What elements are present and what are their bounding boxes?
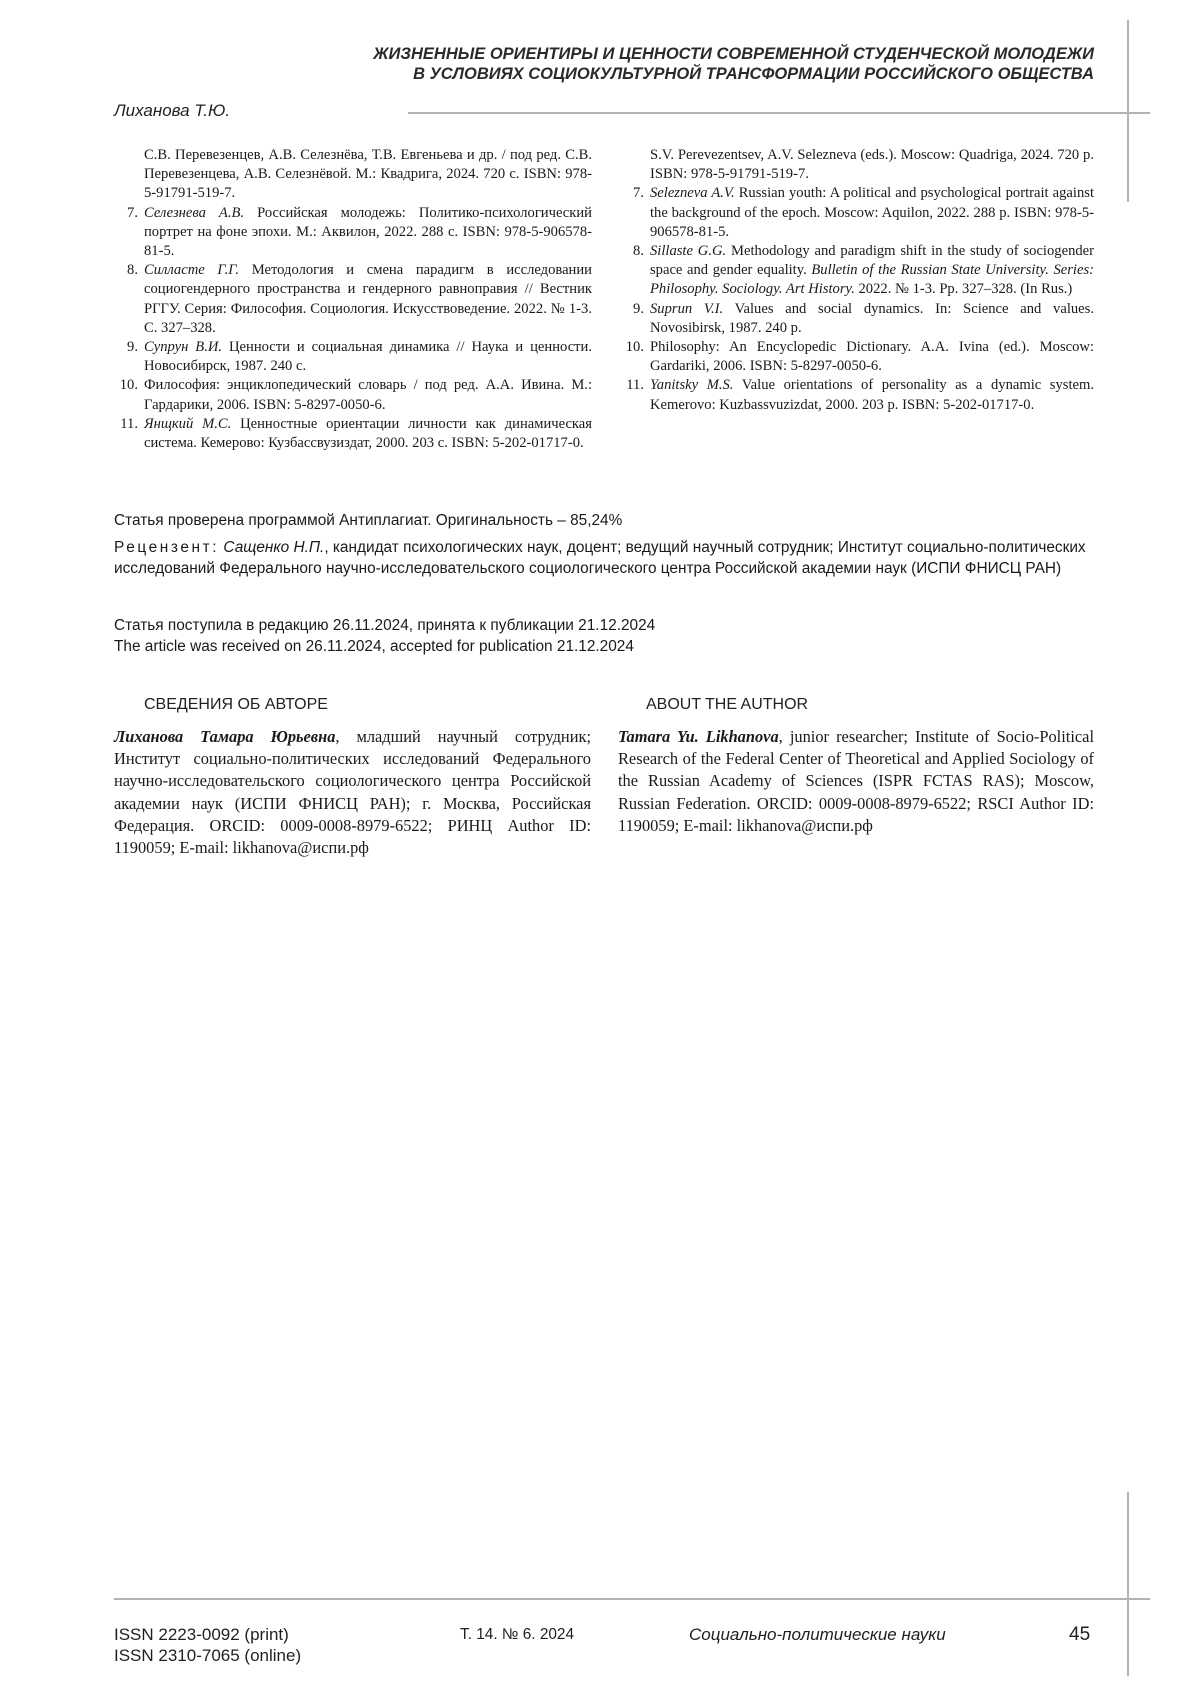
running-title-line-1: ЖИЗНЕННЫЕ ОРИЕНТИРЫ И ЦЕННОСТИ СОВРЕМЕННОЙ СТУДЕНЧЕСКОЙ МОЛОДЕЖИ [214, 44, 1094, 64]
volume-issue: Т. 14. № 6. 2024 [460, 1626, 574, 1644]
issn-print: ISSN 2223-0092 (print) [114, 1624, 301, 1645]
reference-ru-cont: С.В. Перевезенцев, А.В. Селезнёва, Т.В. Евгеньева и др. / под ред. С.В. Перевезенцева, А.В. Селезнёвой. М.: Квадрига, 2024. 720 с. ISBN: 978-5-91791-519-7. [112, 146, 592, 204]
reference-ru-10: 10. Философия: энциклопедический словарь / под ред. А.А. Ивина. М.: Гардарики, 2006. ISBN: 5-8297-0050-6. [112, 376, 592, 414]
plagiarism-note: Статья проверена программой Антиплагиат. Оригинальность – 85,24% [114, 510, 1089, 531]
reference-en-10: 10. Philosophy: An Encyclopedic Dictionary. A.A. Ivina (ed.). Moscow: Gardariki, 2006. ISBN: 5-8297-0050-6. [618, 338, 1094, 376]
header-vertical-rule [1127, 20, 1129, 202]
reference-ru-11: 11. Янщкий М.С. Ценностные ориентации личности как динамическая система. Кемерово: Кузбассвузиздат, 2000. 203 с. ISBN: 5-202-01717-0. [112, 415, 592, 453]
received-ru: Статья поступила в редакцию 26.11.2024, принята к публикации 21.12.2024 [114, 615, 1089, 636]
reference-en-9: 9. Suprun V.I. Values and social dynamics. In: Science and values. Novosibirsk, 1987. 240 p. [618, 300, 1094, 338]
reviewer-name: Сащенко Н.П. [223, 539, 324, 556]
running-title-line-2: В УСЛОВИЯХ СОЦИОКУЛЬТУРНОЙ ТРАНСФОРМАЦИИ РОССИЙСКОГО ОБЩЕСТВА [214, 64, 1094, 84]
running-title [214, 44, 1094, 84]
reviewer-text: , кандидат психологических наук, доцент; ведущий научный сотрудник; Институт социально-политических исследований Федерального научно-исследовательского социологического центра Российской академии наук (ИСПИ ФНИСЦ РАН) [114, 539, 1086, 577]
reference-en-11: 11. Yanitsky M.S. Value orientations of personality as a dynamic system. Kemerovo: Kuzbassvuzizdat, 2000. 203 p. ISBN: 5-202-01717-0. [618, 376, 1094, 414]
about-author-heading-ru: СВЕДЕНИЯ ОБ АВТОРЕ [144, 696, 328, 714]
reference-en-8: 8. Sillaste G.G. Methodology and paradigm shift in the study of sociogender space and gender equality. Bulletin of the Russian State University. Series: Philosophy. Sociology. Art History. 2022. № 1-3. Pp. 327–328. (In Rus.) [618, 242, 1094, 300]
issn-block [114, 1624, 301, 1666]
references-en [618, 146, 1094, 415]
reviewer-note [114, 537, 1089, 579]
reviewer-label: Рецензент: [114, 539, 219, 556]
author-header: Лиханова Т.Ю. [114, 101, 230, 121]
author-name-ru: Лиханова Тамара Юрьевна [114, 727, 335, 746]
reference-ru-8: 8. Силласте Г.Г. Методология и смена парадигм в исследовании социогендерного пространства и гендерного равноправия // Вестник РГГУ. Серия: Философия. Социология. Искусствоведение. 2022. № 1-3. С. 327–328. [112, 261, 592, 338]
references-ru [112, 146, 592, 453]
reference-ru-9: 9. Супрун В.И. Ценности и социальная динамика // Наука и ценности. Новосибирск, 1987. 240 с. [112, 338, 592, 376]
footer-vertical-rule [1127, 1492, 1129, 1676]
journal-name: Социально-политические науки [689, 1625, 946, 1645]
received-en: The article was received on 26.11.2024, accepted for publication 21.12.2024 [114, 636, 1089, 657]
author-name-en: Tamara Yu. Likhanova [618, 727, 779, 746]
author-details-ru: , младший научный сотрудник; Институт социально-политических исследований Федерального научно-исследовательского социологического центра Российской академии наук (ИСПИ ФНИСЦ РАН); г. Москва, Российская Федерация. ORCID: 0009-0008-8979-6522; РИНЦ Author ID: 1190059; E-mail: likhanova@испи.рф [114, 727, 591, 857]
article-dates [114, 615, 1089, 657]
about-author-heading-en: ABOUT THE AUTHOR [646, 696, 808, 714]
about-author-en [618, 726, 1094, 837]
reference-en-7: 7. Selezneva A.V. Russian youth: A political and psychological portrait against the background of the epoch. Moscow: Aquilon, 2022. 288 p. ISBN: 978-5-906578-81-5. [618, 184, 1094, 242]
issn-online: ISSN 2310-7065 (online) [114, 1645, 301, 1666]
footer-horizontal-rule [114, 1598, 1150, 1600]
reference-ru-7: 7. Селезнева А.В. Российская молодежь: Политико-психологический портрет на фоне эпохи. М.: Аквилон, 2022. 288 с. ISBN: 978-5-906578-81-5. [112, 204, 592, 262]
author-details-en: , junior researcher; Institute of Socio-Political Research of the Federal Center of Theoretical and Applied Sociology of the Russian Academy of Sciences (ISPR FCTAS RAS); Moscow, Russian Federation. ORCID: 0009-0008-8979-6522; RSCI Author ID: 1190059; E-mail: likhanova@испи.рф [618, 727, 1094, 835]
about-author-ru [114, 726, 591, 859]
page-number: 45 [1069, 1624, 1090, 1646]
header-horizontal-rule [408, 112, 1150, 114]
reference-en-cont: S.V. Perevezentsev, A.V. Selezneva (eds.). Moscow: Quadriga, 2024. 720 p. ISBN: 978-5-91791-519-7. [618, 146, 1094, 184]
